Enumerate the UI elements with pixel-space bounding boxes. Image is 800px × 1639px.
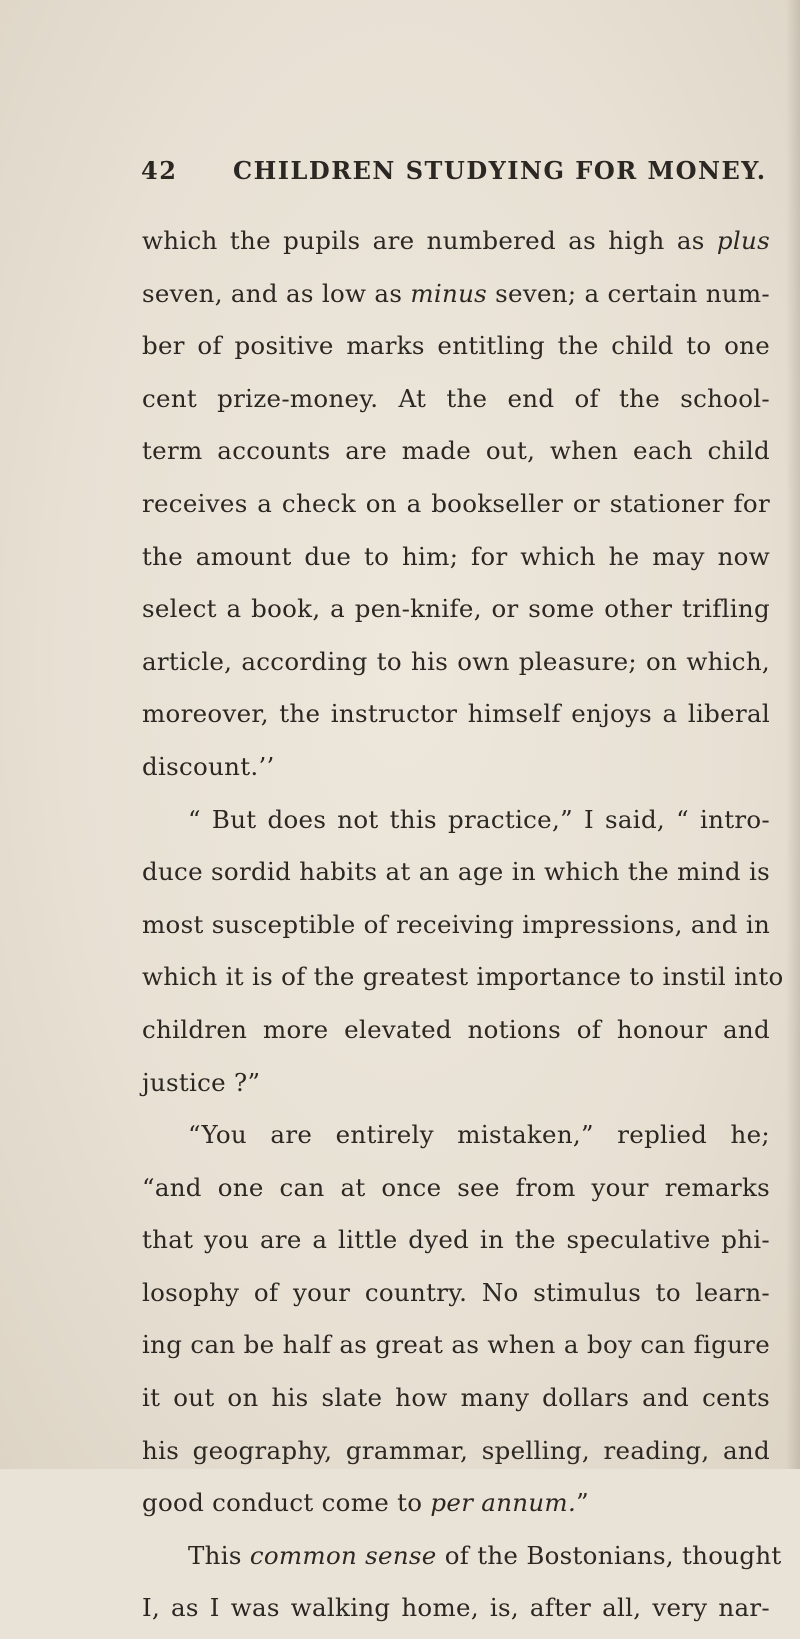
text-segment: ber of positive marks entitling the child to one [142,331,770,361]
text-line [142,1376,770,1429]
text-line [142,429,770,482]
text-segment: the amount due to him; for which he may now [142,541,770,571]
text-segment: his geography, grammar, spelling, reading, and [142,1435,770,1465]
text-segment: ” [576,1488,589,1518]
text-line [142,1534,782,1587]
text-line [142,955,784,1008]
italic-text: minus [410,278,488,308]
text-line [142,1166,770,1219]
text-segment: it out on his slate how many dollars and cents [142,1383,770,1413]
text-line [142,219,770,272]
text-line [142,1008,770,1061]
text-line [142,272,770,325]
page-number: 42 [141,156,178,185]
page-edge-shadow [786,0,800,1469]
text-line [142,535,770,588]
text-segment: seven, and as low as [142,278,411,308]
text-segment: that you are a little dyed in the speculative phi- [142,1225,770,1255]
text-line [142,377,770,430]
text-segment: This [188,1540,250,1570]
text-line [142,1113,770,1166]
text-segment: ing can be half as great as when a boy can figure [142,1330,770,1360]
text-line [142,1429,770,1482]
text-segment: “ But does not this practice,” I said, “ intro- [188,804,770,834]
italic-text: plus [716,226,770,255]
text-segment: select a book, a pen-knife, or some other trifling [142,594,770,624]
text-segment: which it is of the greatest importance to instil into [142,962,784,992]
text-segment: “You are entirely mistaken,” replied he; [188,1120,770,1150]
text-line [142,587,770,640]
text-segment: moreover, the instructor himself enjoys a liberal [142,699,770,729]
text-line [142,850,770,903]
text-line [142,640,770,693]
text-segment: “and one can at once see from your remarks [142,1172,770,1202]
text-segment: which the pupils are numbered as high as [142,226,717,255]
italic-text: per annum. [430,1488,577,1518]
text-segment: term accounts are made out, when each child [142,436,770,466]
text-segment: good conduct come to [142,1488,431,1518]
text-segment: losophy of your country. No stimulus to learn- [142,1277,770,1307]
text-segment: receives a check on a bookseller or stationer for [142,488,770,518]
text-line [142,745,770,798]
text-line [142,1481,770,1534]
text-line [142,324,770,377]
running-header [141,156,781,196]
running-title: CHILDREN STUDYING FOR MONEY. [233,156,767,185]
text-segment: article, according to his own pleasure; on which, [142,646,770,676]
text-segment: cent prize-money. At the end of the school- [142,383,770,413]
text-line [142,798,770,851]
text-segment: of the Bostonians, thought [436,1540,782,1570]
text-line [142,1061,770,1114]
text-line [142,1323,770,1376]
text-line [142,1586,770,1639]
text-segment: I, as I was walking home, is, after all, very nar- [142,1593,770,1623]
text-segment: children more elevated notions of honour and [142,1014,770,1044]
text-segment: discount.’’ [142,751,275,781]
text-segment: justice ?” [142,1067,261,1097]
text-segment: most susceptible of receiving impressions, and in [142,909,771,939]
text-line [142,1271,770,1324]
text-line [142,482,770,535]
text-line [142,1218,770,1271]
body-text [142,219,784,1639]
text-line [142,692,770,745]
italic-text: common sense [249,1540,437,1570]
text-segment: duce sordid habits at an age in which the mind is [142,857,770,887]
text-segment: seven; a certain num- [487,278,770,308]
text-line [142,903,770,956]
